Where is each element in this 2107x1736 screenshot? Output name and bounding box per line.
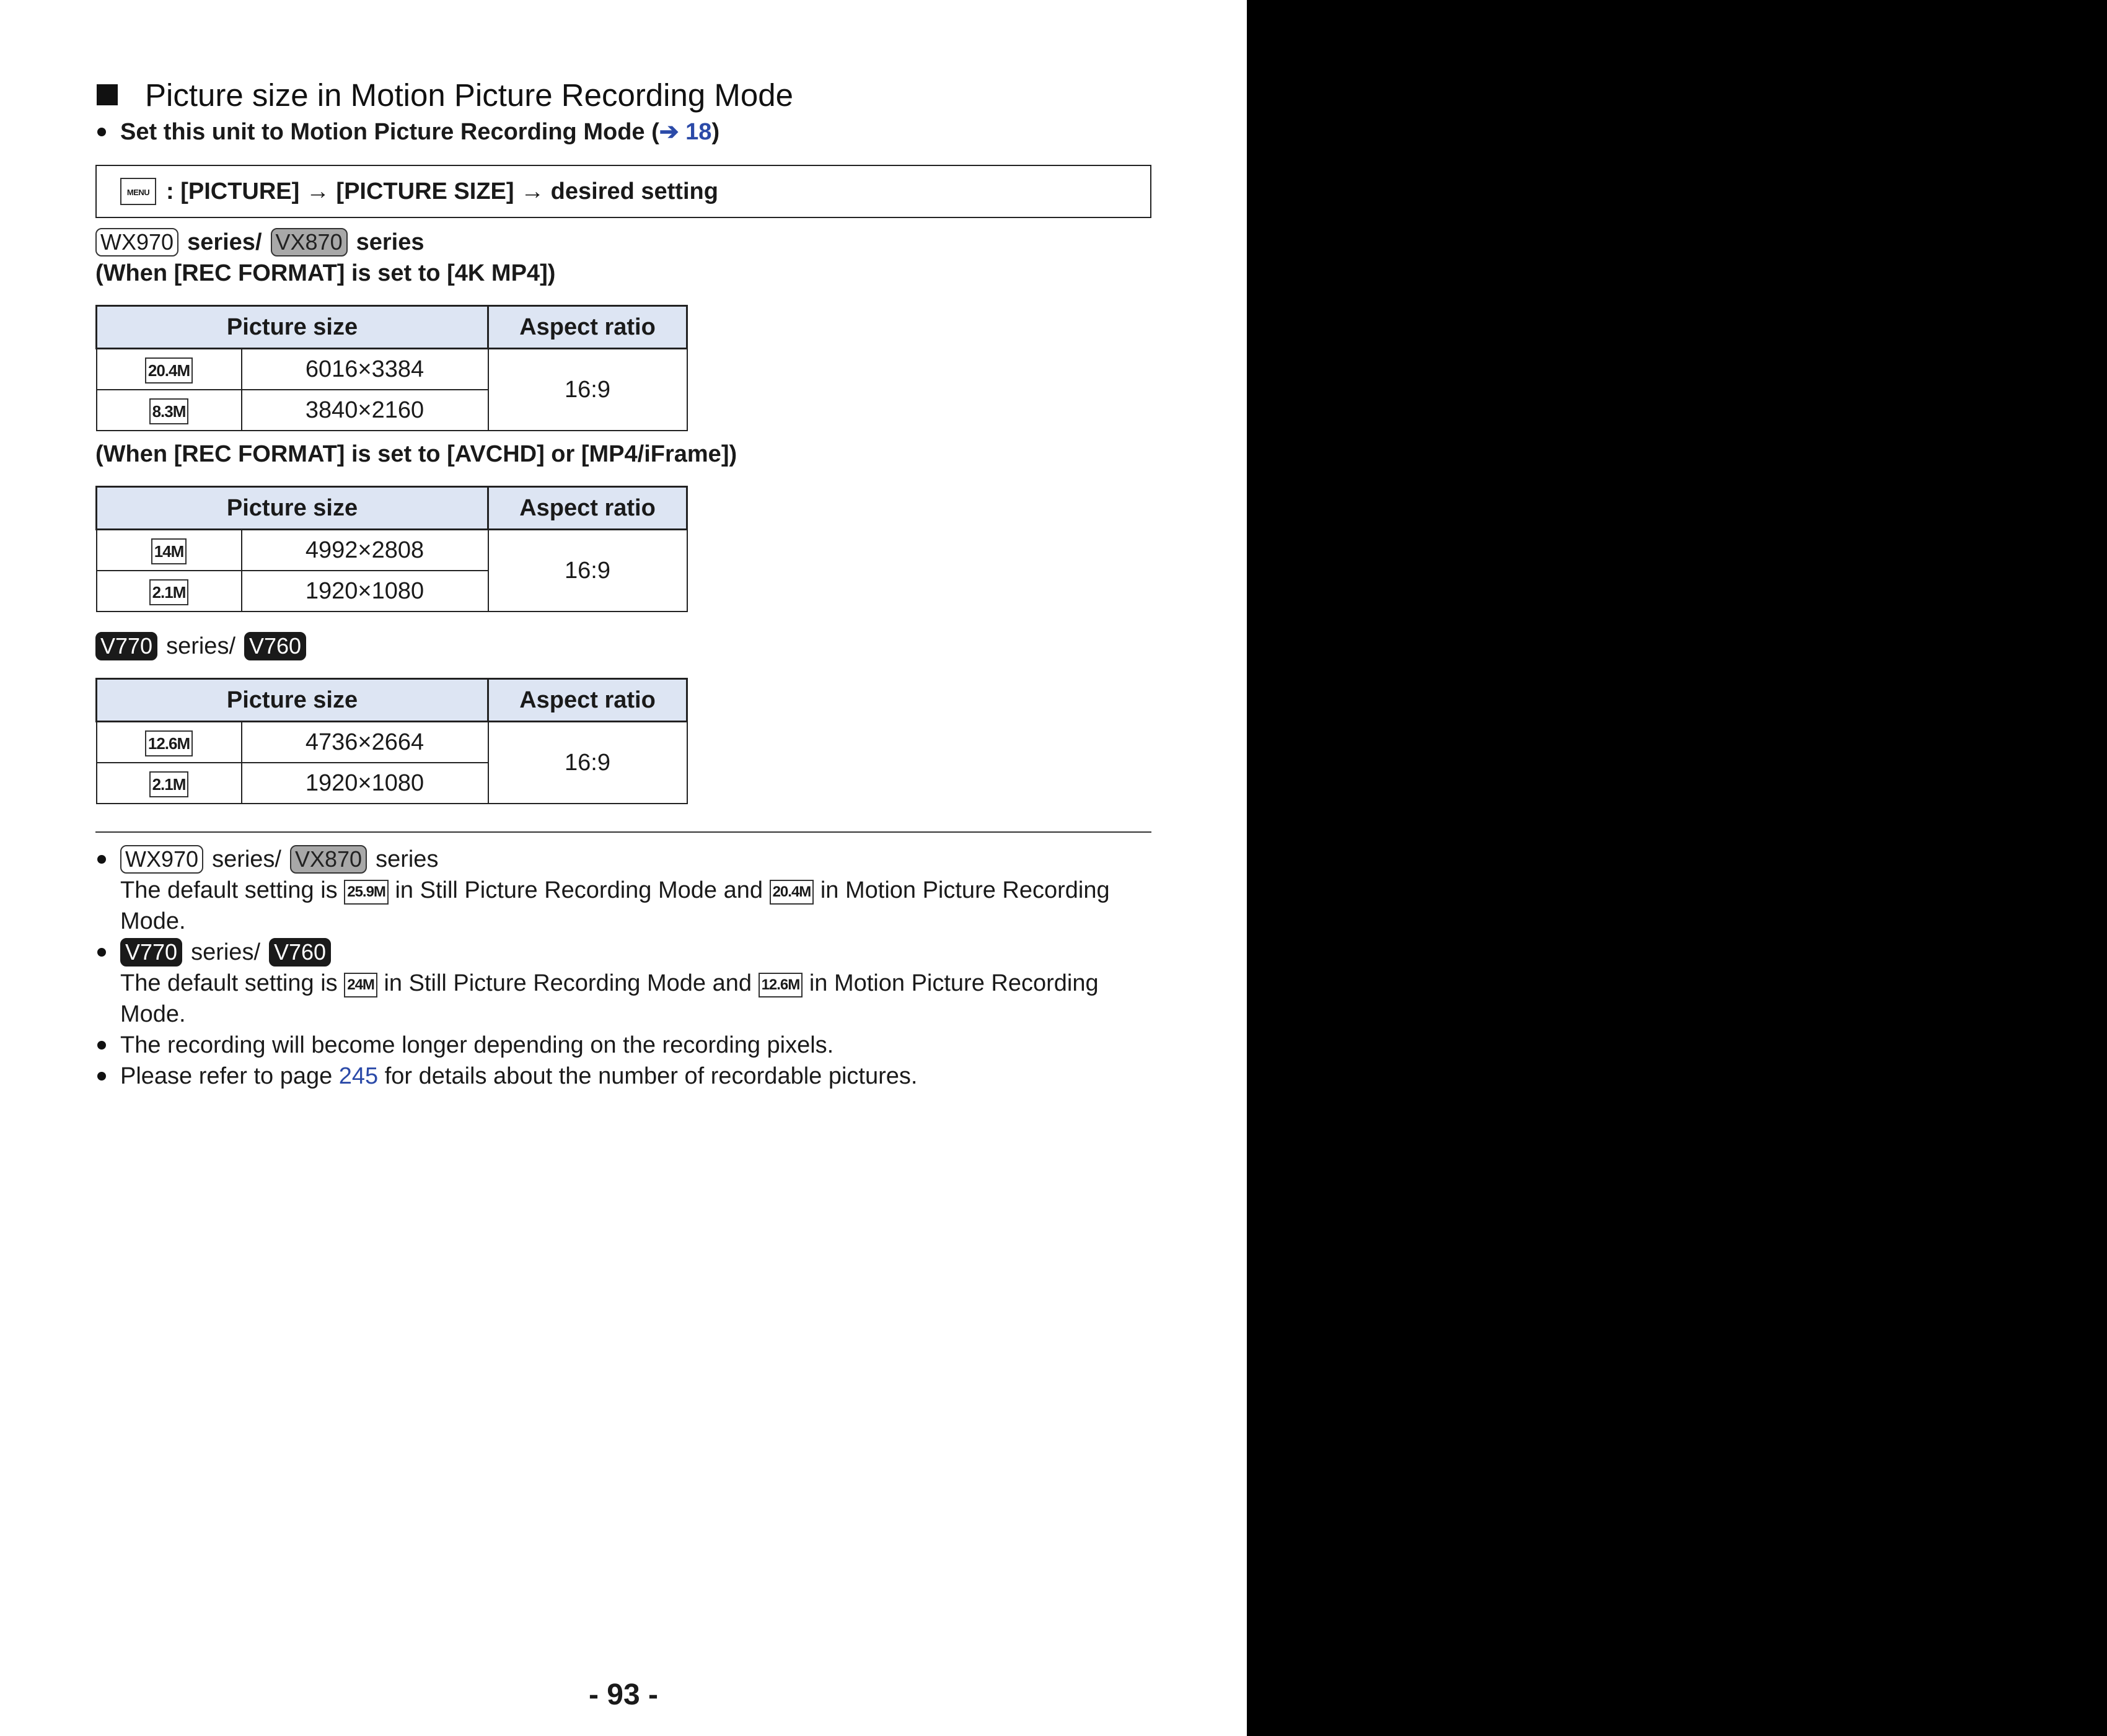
resolution: 1920×1080: [242, 571, 488, 612]
divider: [95, 831, 1151, 833]
page-link-245[interactable]: 245: [338, 1063, 379, 1089]
picture-size-icon: 2.1M: [149, 771, 189, 797]
table-row: [97, 349, 687, 390]
notes-list: [95, 844, 1151, 1092]
col-header-ratio: Aspect ratio: [488, 679, 687, 722]
model-badge-vx870: VX870: [271, 228, 348, 256]
note-item: [95, 1061, 1151, 1092]
picture-size-icon: 24M: [344, 973, 377, 997]
series-text: series/: [212, 846, 281, 872]
aspect-ratio: 16:9: [488, 349, 687, 431]
note-item: The recording will become longer depending on the recording pixels.: [95, 1030, 1151, 1061]
arrow-icon: ➔: [659, 119, 686, 145]
menu-path: : [PICTURE] → [PICTURE SIZE] → desired setting: [166, 178, 718, 204]
col-header-size: Picture size: [97, 487, 488, 530]
page-content: [95, 73, 1151, 1092]
model-badge-v760: V760: [244, 632, 306, 660]
note-text: in Motion Picture Recording Mode.: [120, 970, 1099, 1027]
series-label-2: [95, 631, 1151, 662]
condition-avchd: (When [REC FORMAT] is set to [AVCHD] or [MP4/iFrame]): [95, 441, 737, 467]
resolution: 3840×2160: [242, 390, 488, 431]
square-bullet-icon: [97, 84, 118, 105]
series-text: series: [376, 846, 439, 872]
note-text: The default setting is: [120, 877, 345, 903]
prereq-bullet: [95, 116, 1151, 147]
note-item: [95, 937, 1151, 1030]
model-badge-v770: V770: [120, 938, 182, 967]
picture-size-icon: 12.6M: [759, 973, 803, 997]
page-number: - 93 -: [588, 1678, 659, 1711]
section-heading: [95, 73, 1151, 116]
resolution: 4736×2664: [242, 722, 488, 763]
model-badge-wx970: WX970: [120, 845, 203, 874]
note-text: in Still Picture Recording Mode and: [377, 970, 759, 996]
table-row: [97, 722, 687, 763]
series-text: series/: [191, 939, 260, 965]
note-item: [95, 844, 1151, 937]
resolution: 4992×2808: [242, 530, 488, 571]
picture-size-icon: 14M: [151, 538, 187, 564]
model-badge-wx970: WX970: [95, 228, 178, 256]
note-text: The default setting is: [120, 970, 345, 996]
aspect-ratio: 16:9: [488, 722, 687, 804]
picture-size-table-2: [95, 486, 688, 612]
col-header-ratio: Aspect ratio: [488, 487, 687, 530]
note-text: Please refer to page: [120, 1063, 339, 1089]
note-text: in Motion Picture Recording Mode.: [120, 877, 1110, 934]
prereq-text: Set this unit to Motion Picture Recording Mode (: [120, 119, 659, 145]
picture-size-icon: 2.1M: [149, 579, 189, 605]
col-header-ratio: Aspect ratio: [488, 306, 687, 349]
series-text: series/: [187, 229, 262, 255]
series-text: series/: [166, 633, 235, 659]
picture-size-icon: 25.9M: [344, 880, 389, 905]
picture-size-table-3: [95, 678, 688, 804]
prereq-close: ): [711, 119, 720, 145]
model-badge-v760: V760: [269, 938, 331, 967]
page-link-18[interactable]: 18: [685, 119, 712, 145]
picture-size-icon: 20.4M: [770, 880, 814, 905]
picture-size-icon: 20.4M: [145, 357, 193, 384]
menu-path-box: [95, 165, 1151, 218]
series-text: series: [356, 229, 424, 255]
col-header-size: Picture size: [97, 679, 488, 722]
condition-4k: (When [REC FORMAT] is set to [4K MP4]): [95, 260, 556, 286]
note-text: for details about the number of recordable pictures.: [378, 1063, 918, 1089]
model-badge-vx870: VX870: [290, 845, 367, 874]
model-badge-v770: V770: [95, 632, 157, 660]
heading-text: Picture size in Motion Picture Recording Mode: [145, 77, 793, 113]
picture-size-icon: 12.6M: [145, 730, 193, 756]
menu-icon: MENU: [120, 178, 156, 205]
picture-size-table-1: [95, 305, 688, 431]
aspect-ratio: 16:9: [488, 530, 687, 612]
table-row: [97, 530, 687, 571]
resolution: 6016×3384: [242, 349, 488, 390]
series-label-1: [95, 227, 1151, 258]
note-text: in Still Picture Recording Mode and: [388, 877, 770, 903]
picture-size-icon: 8.3M: [149, 398, 189, 424]
col-header-size: Picture size: [97, 306, 488, 349]
resolution: 1920×1080: [242, 763, 488, 804]
